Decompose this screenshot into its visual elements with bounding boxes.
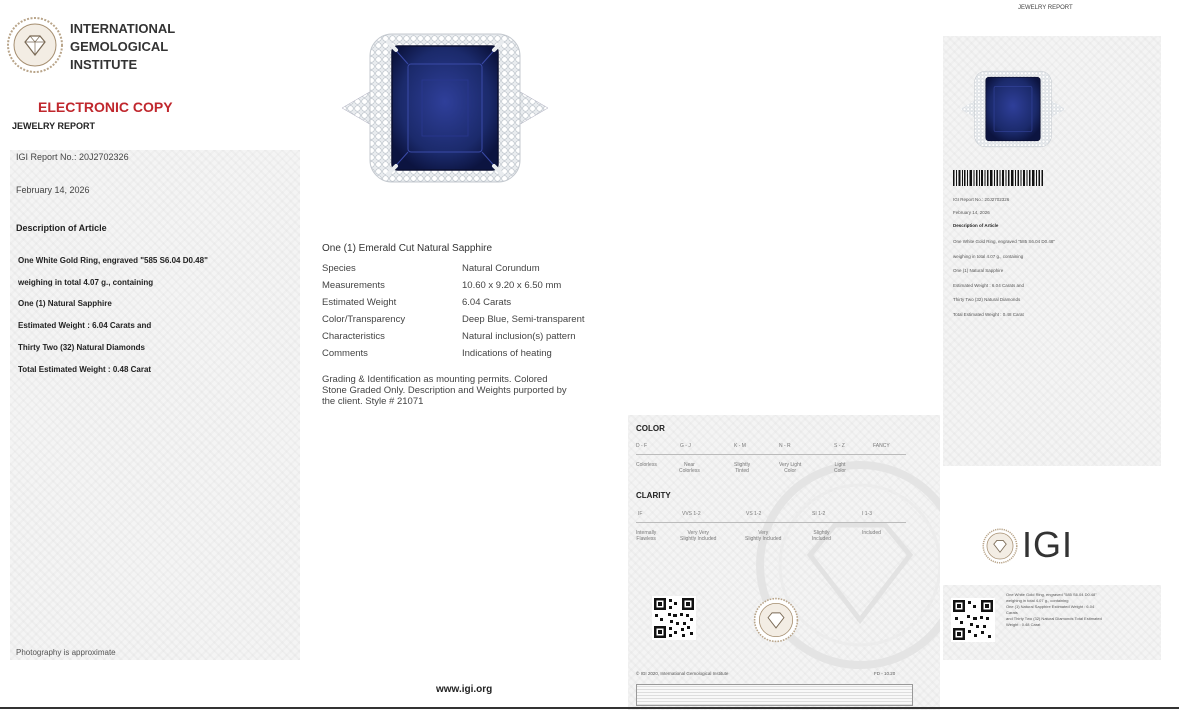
photo-note: Photography is approximate	[16, 648, 116, 657]
clarity-label: Internally Flawless	[636, 530, 657, 542]
description-title: Description of Article	[16, 223, 107, 233]
color-grade: FANCY	[873, 443, 890, 449]
detail-label: Species	[322, 263, 356, 274]
summary-line: One White Gold Ring, engraved "585 S6.04 D0.48"	[953, 239, 1056, 244]
summary-title: Description of Article	[953, 223, 999, 228]
summary-report-number: IGI Report No.: 20J2702326	[953, 197, 1010, 202]
color-label: Near Colorless	[679, 462, 700, 474]
barcode-icon	[953, 170, 1043, 186]
detail-label: Comments	[322, 348, 368, 359]
color-label: Light Color	[834, 462, 846, 474]
qr-code-icon[interactable]	[951, 598, 995, 642]
detail-value: 10.60 x 9.20 x 6.50 mm	[462, 280, 562, 291]
color-label: Slightly Tinted	[734, 462, 751, 474]
detail-value: Indications of heating	[462, 348, 552, 359]
color-label: Colorless	[636, 462, 657, 468]
clarity-grade: SI 1-2	[812, 511, 826, 517]
report-type-label: JEWELRY REPORT	[12, 121, 96, 131]
summary-line: Estimated Weight : 6.04 Carats and	[953, 283, 1024, 288]
detail-label: Estimated Weight	[322, 297, 397, 308]
igi-seal-icon	[6, 16, 64, 74]
color-label: Very Light Color	[779, 462, 802, 474]
color-grade: D - F	[636, 443, 648, 449]
description-line: One White Gold Ring, engraved "585 S6.04 D0.48"	[18, 256, 208, 265]
summary-line: One (1) Natural Sapphire	[953, 268, 1004, 273]
org-name-line1: INTERNATIONAL	[70, 21, 176, 36]
description-line: weighing in total 4.07 g., containing	[18, 278, 154, 287]
description-line: Estimated Weight : 6.04 Carats and	[18, 321, 152, 330]
igi-seal-icon	[753, 597, 799, 643]
detail-label: Color/Transparency	[322, 314, 406, 325]
clarity-label: Very Slightly Included	[745, 530, 782, 542]
qr-summary-line: Weight : 0.48 Carat	[1006, 622, 1041, 627]
grading-note: Stone Graded Only. Description and Weights purported by	[322, 385, 567, 396]
qr-summary-line: and Thirty Two (32) Natural Diamonds Total Estimated	[1006, 616, 1102, 621]
copyright-text: © IGI 2020, International Gemological Institute	[636, 671, 729, 676]
report-date: February 14, 2026	[16, 185, 90, 195]
clarity-scale-line	[636, 522, 906, 523]
security-strip	[636, 684, 913, 706]
color-scale-title: COLOR	[636, 424, 665, 433]
top-right-label: JEWELRY REPORT	[1018, 5, 1073, 11]
detail-value: 6.04 Carats	[462, 297, 512, 308]
clarity-grade: VS 1-2	[746, 511, 762, 517]
description-line: Thirty Two (32) Natural Diamonds	[18, 343, 145, 352]
detail-label: Measurements	[322, 280, 385, 291]
detail-value: Deep Blue, Semi-transparent	[462, 314, 585, 325]
qr-summary-line: One (1) Natural Sapphire Estimated Weight : 6.04	[1006, 604, 1095, 609]
org-name-line2: GEMOLOGICAL	[70, 39, 169, 54]
qr-summary-line: weighing in total 4.07 g., containing	[1006, 598, 1069, 603]
summary-line: weighing in total 4.07 g., containing	[953, 254, 1024, 259]
org-name-line3: INSTITUTE	[70, 57, 138, 72]
clarity-grade: VVS 1-2	[682, 511, 701, 517]
igi-logo-text: IGI	[1022, 524, 1074, 565]
clarity-label: Slightly Included	[812, 530, 831, 542]
description-line: Total Estimated Weight : 0.48 Carat	[18, 365, 152, 374]
qr-summary-line: Carats	[1006, 610, 1018, 615]
summary-line: Total Estimated Weight : 0.48 Carat	[953, 312, 1024, 317]
color-grade: N - R	[779, 443, 791, 449]
form-code: FD - 10.20	[874, 671, 896, 676]
bottom-border	[0, 707, 1179, 709]
summary-date: February 14, 2026	[953, 210, 990, 215]
grading-note: Grading & Identification as mounting permits. Colored	[322, 374, 548, 385]
color-grade: K - M	[734, 443, 746, 449]
clarity-grade: I 1-3	[862, 511, 873, 517]
summary-line: Thirty Two (32) Natural Diamonds	[953, 297, 1021, 302]
stone-heading: One (1) Emerald Cut Natural Sapphire	[322, 243, 493, 254]
report-number: IGI Report No.: 20J2702326	[16, 152, 129, 162]
electronic-copy-label: ELECTRONIC COPY	[38, 99, 173, 115]
clarity-label: Very Very Slightly Included	[680, 530, 717, 542]
qr-summary-line: One White Gold Ring, engraved "585 S6.04 D0.48"	[1006, 592, 1097, 597]
grading-note: the client. Style # 21071	[322, 396, 424, 407]
detail-label: Characteristics	[322, 331, 385, 342]
clarity-scale-title: CLARITY	[636, 491, 671, 500]
color-grade: S - Z	[834, 443, 845, 449]
color-grade: G - J	[680, 443, 691, 449]
color-scale-line	[636, 454, 906, 455]
detail-value: Natural inclusion(s) pattern	[462, 331, 576, 342]
clarity-grade: IF	[638, 511, 643, 517]
description-line: One (1) Natural Sapphire	[18, 299, 112, 308]
igi-logo-icon	[982, 528, 1018, 564]
qr-code-icon[interactable]	[652, 596, 696, 640]
clarity-label: Included	[862, 530, 881, 536]
website-link[interactable]: www.igi.org	[436, 684, 493, 695]
sapphire-ring-image	[340, 28, 550, 188]
detail-value: Natural Corundum	[462, 263, 540, 274]
sapphire-ring-thumbnail	[958, 68, 1068, 150]
